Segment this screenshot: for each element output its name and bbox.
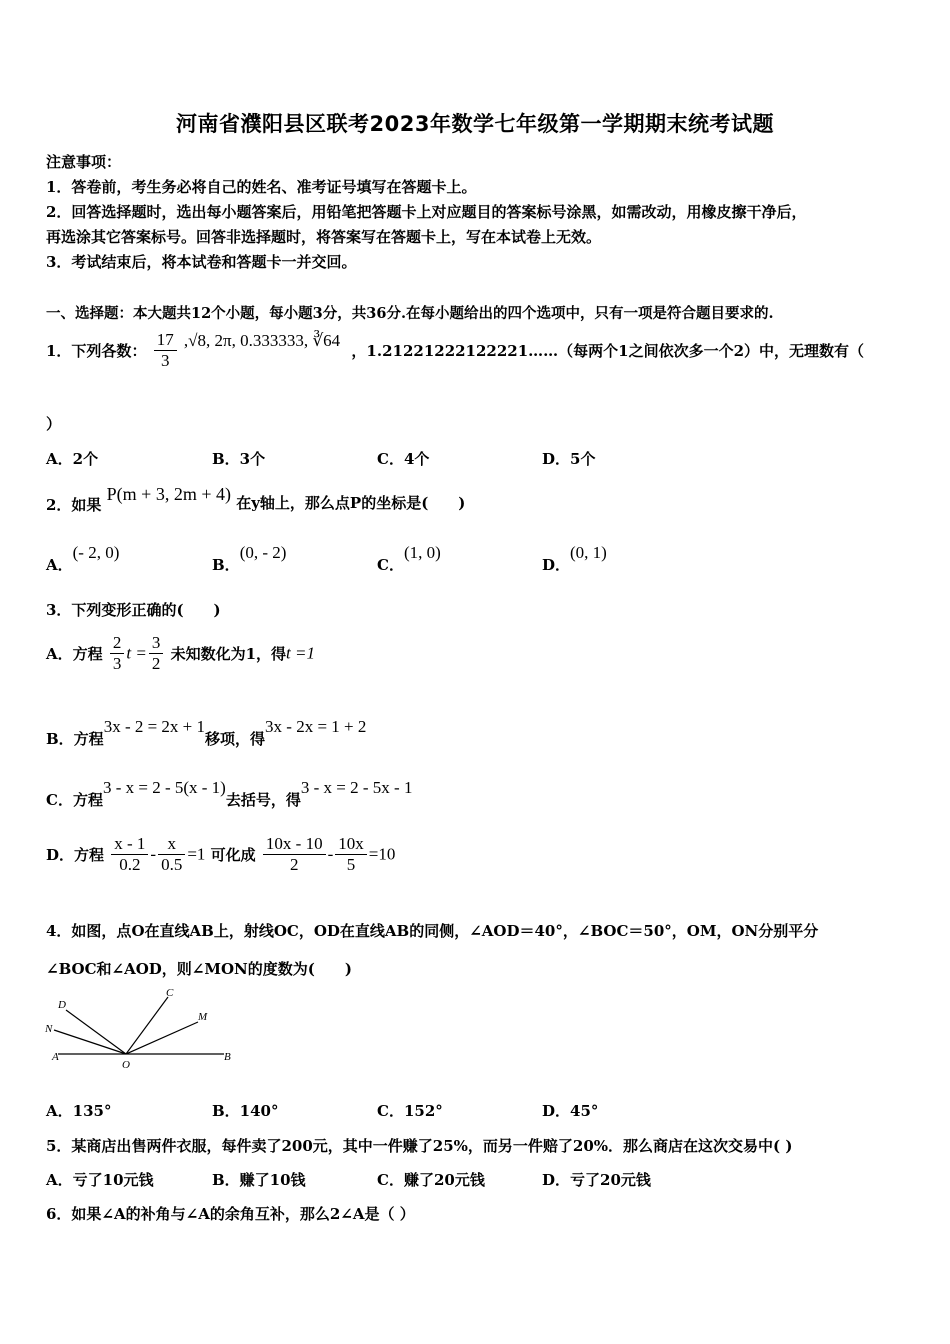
q3-a-mid: 未知数化为1，得 (170, 645, 287, 663)
q3-d-f3n: 10x - 10 (263, 834, 326, 855)
q3-c-m2: 3 - x = 2 - 5x - 1 (300, 778, 413, 797)
q3-d-minus-2: - (327, 844, 334, 864)
q3-b-mid: 移项，得 (205, 730, 266, 748)
q2-option-a-value: (- 2, 0) (72, 543, 120, 562)
q2-option-d-value: (0, 1) (570, 543, 607, 562)
q3-option-c[interactable] (46, 777, 413, 809)
q3-d-f3d: 2 (290, 855, 299, 874)
q2-option-c[interactable] (377, 542, 441, 574)
q2-option-b-value: (0, - 2) (239, 543, 287, 562)
q2-tail: 在y轴上，那么点P的坐标是( ) (236, 494, 466, 512)
page-title: 河南省濮阳县区联考2023年数学七年级第一学期期末统考试题 (176, 112, 774, 136)
q3-b-m2: 3x - 2x = 1 + 2 (265, 717, 367, 736)
q3-d-mid: 可化成 (210, 846, 256, 864)
q3-c-mid: 去括号，得 (225, 791, 301, 809)
q2-label: 2．如果 (46, 496, 102, 514)
q3-option-d[interactable] (46, 834, 395, 875)
q1-option-c[interactable]: C．4个 (377, 450, 430, 468)
q2-option-a-letter: A． (46, 556, 73, 574)
ray-od (66, 1010, 126, 1054)
q2-option-b-letter: B． (212, 556, 240, 574)
q3-a-m1: t = (126, 643, 147, 663)
q3-a-prefix: A．方程 (46, 645, 103, 663)
q3-a-f2d: 2 (151, 654, 161, 673)
q1-label: 1．下列各数： (46, 342, 147, 360)
q1-frac-num: 17 (154, 330, 177, 351)
q3-option-a[interactable] (46, 633, 315, 674)
q3-a-m2: t =1 (286, 643, 315, 663)
q2-option-b[interactable] (212, 542, 287, 574)
q3-d-frac2 (158, 834, 185, 875)
ray-oc (126, 997, 168, 1054)
question-4-line-1: 4．如图，点O在直线AB上，射线OC，OD在直线AB的同侧，∠AOD＝40°，∠BOC＝50°，OM，ON分别平分 (46, 922, 819, 940)
question-2 (46, 484, 466, 514)
q4-option-c[interactable]: C．152° (377, 1102, 443, 1120)
label-n: N (45, 1023, 53, 1035)
q3-option-b[interactable] (46, 716, 367, 748)
q3-d-minus: - (150, 844, 157, 864)
section-heading: 一、选择题：本大题共12个小题，每小题3分，共36分.在每小题给出的四个选项中，只有一项是符合题目要求的. (46, 305, 774, 322)
q3-d-eq1: =1 (187, 844, 206, 864)
q3-d-f1n: x - 1 (111, 834, 148, 855)
notice-item-2-cont: 再选涂其它答案标号。回答非选择题时，将答案写在答题卡上，写在本试卷上无效。 (46, 228, 602, 246)
q2-math: P(m + 3, 2m + 4) (106, 484, 231, 504)
q1-option-d[interactable]: D．5个 (542, 450, 596, 468)
q2-option-a[interactable] (46, 542, 120, 574)
q4-option-b[interactable]: B．140° (212, 1102, 279, 1120)
q3-d-eq2: =10 (368, 844, 396, 864)
notice-item-2: 2．回答选择题时，选出每小题答案后，用铅笔把答题卡上对应题目的答案标号涂黑，如需改动，用橡皮擦干净后， (46, 203, 807, 221)
q3-b-prefix: B．方程 (46, 730, 104, 748)
q5-option-a[interactable]: A．亏了10元钱 (46, 1171, 154, 1189)
q2-option-d-letter: D． (542, 556, 571, 574)
q2-option-c-letter: C． (377, 556, 404, 574)
q5-option-d[interactable]: D．亏了20元钱 (542, 1171, 651, 1189)
label-b: B (224, 1051, 231, 1063)
q4-figure (44, 984, 244, 1074)
q3-a-f1d: 3 (112, 654, 122, 673)
question-4-line-2: ∠BOC和∠AOD，则∠MON的度数为( ) (46, 960, 352, 978)
q3-a-f1n: 2 (110, 633, 125, 654)
q1-close: ） (46, 415, 62, 433)
q3-a-frac2 (149, 633, 164, 674)
q3-d-prefix: D．方程 (46, 846, 105, 864)
q3-a-f2n: 3 (149, 633, 164, 654)
q3-d-f1d: 0.2 (119, 855, 141, 874)
q5-option-c[interactable]: C．赚了20元钱 (377, 1171, 485, 1189)
q3-d-f2d: 0.5 (161, 855, 183, 874)
q2-option-d[interactable] (542, 542, 607, 574)
q1-frac-den: 3 (160, 351, 170, 370)
label-a: A (52, 1051, 59, 1063)
label-o: O (122, 1059, 130, 1071)
q3-b-m1: 3x - 2 = 2x + 1 (103, 717, 206, 736)
q5-option-b[interactable]: B．赚了10钱 (212, 1171, 306, 1189)
q3-d-f2n: x (158, 834, 185, 855)
q3-d-frac3 (263, 834, 326, 875)
question-6: 6．如果∠A的补角与∠A的余角互补，那么2∠A是（ ） (46, 1205, 415, 1223)
q4-option-a[interactable]: A．135° (46, 1102, 112, 1120)
q1-option-a[interactable]: A．2个 (46, 450, 99, 468)
label-m: M (198, 1011, 208, 1023)
label-d: D (58, 999, 66, 1011)
q1-tail: ，1.21221222122221……（每两个1之间依次多一个2）中，无理数有（ (351, 342, 865, 360)
notice-item-3: 3．考试结束后，将本试卷和答题卡一并交回。 (46, 253, 357, 271)
label-c: C (166, 987, 174, 999)
q1-math: ,√8, 2π, 0.333333, ∛64 (183, 330, 341, 350)
q4-option-d[interactable]: D．45° (542, 1102, 599, 1120)
q3-d-frac1 (111, 834, 148, 875)
q3-d-frac4 (335, 834, 367, 875)
question-5: 5．某商店出售两件衣服，每件卖了200元，其中一件赚了25%，而另一件赔了20%．那么商店在这次交易中( ) (46, 1137, 793, 1155)
q3-d-f4n: 10x (335, 834, 367, 855)
q1-option-b[interactable]: B．3个 (212, 450, 266, 468)
q1-fraction (154, 330, 177, 371)
q3-c-m1: 3 - x = 2 - 5(x - 1) (102, 778, 226, 797)
question-3: 3．下列变形正确的( ) (46, 601, 221, 619)
q3-a-frac1 (110, 633, 125, 674)
q3-d-f4d: 5 (346, 855, 356, 874)
ray-on (54, 1030, 126, 1054)
q2-option-c-value: (1, 0) (403, 543, 441, 562)
ray-om (126, 1022, 198, 1054)
notice-item-1: 1．答卷前，考生务必将自己的姓名、准考证号填写在答题卡上。 (46, 178, 477, 196)
notice-heading: 注意事项： (46, 153, 122, 171)
question-1 (46, 330, 864, 371)
q3-c-prefix: C．方程 (46, 791, 103, 809)
